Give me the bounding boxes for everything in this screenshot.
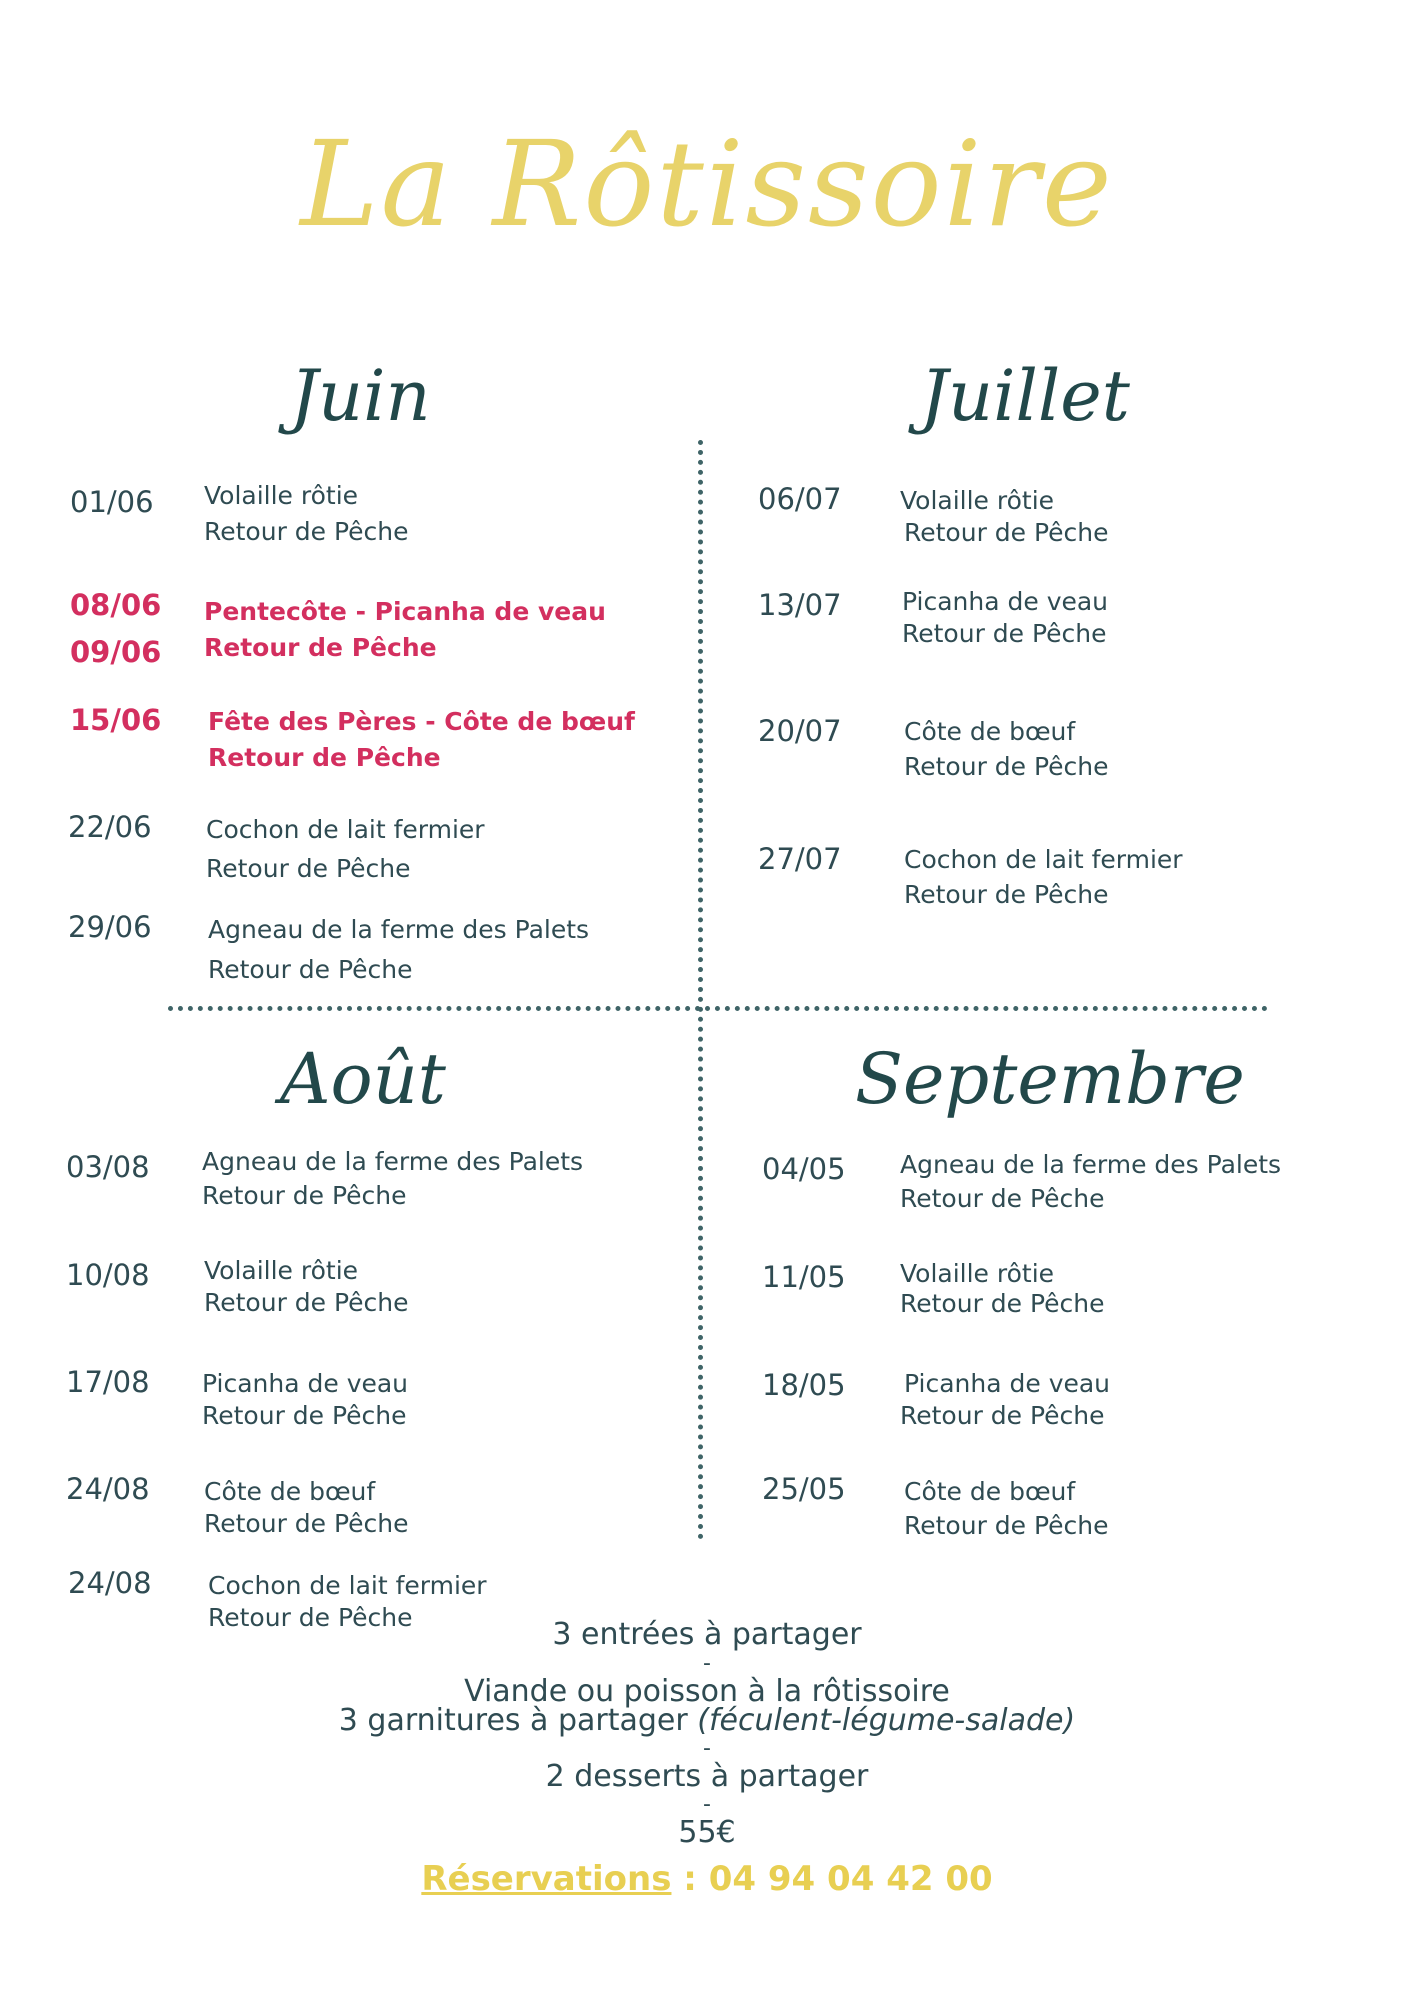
dish: Côte de bœuf (904, 717, 1076, 746)
dish: Retour de Pêche (202, 1401, 407, 1430)
dish: Retour de Pêche (904, 752, 1109, 781)
dish: Picanha de veau (904, 1369, 1111, 1398)
dish: Picanha de veau (202, 1369, 409, 1398)
date: 01/06 (70, 485, 154, 519)
dish: Retour de Pêche (902, 619, 1107, 648)
menu-garnitures-text: 3 garnitures à partager (338, 1703, 688, 1738)
date: 04/05 (762, 1152, 846, 1186)
date: 20/07 (758, 714, 842, 748)
date: 11/05 (762, 1260, 846, 1294)
date: 29/06 (68, 910, 152, 944)
dish-highlight: Retour de Pêche (204, 633, 437, 662)
date: 24/08 (68, 1566, 152, 1600)
dish-highlight: Pentecôte - Picanha de veau (204, 597, 606, 626)
menu-entrees: 3 entrées à partager (552, 1617, 862, 1652)
menu-separator: - (703, 1736, 711, 1761)
date: 06/07 (758, 482, 842, 516)
menu-desserts: 2 desserts à partager (545, 1759, 869, 1794)
dish: Retour de Pêche (900, 1184, 1105, 1213)
menu-plat: Viande ou poisson à la rôtissoire (464, 1674, 950, 1709)
dish: Retour de Pêche (904, 880, 1109, 909)
dish-highlight: Retour de Pêche (208, 743, 441, 772)
dish: Retour de Pêche (900, 1401, 1105, 1430)
date: 10/08 (66, 1258, 150, 1292)
reservations-separator: : (671, 1859, 709, 1899)
dish: Retour de Pêche (904, 1511, 1109, 1540)
menu-price: 55€ (678, 1815, 736, 1850)
dish: Volaille rôtie (900, 1259, 1055, 1288)
dish-highlight: Fête des Pères - Côte de bœuf (208, 707, 635, 736)
menu-separator: - (703, 1651, 711, 1676)
date-highlight: 09/06 (70, 635, 162, 669)
reservations (0, 1859, 1414, 1899)
page-title: La Rôtissoire (300, 115, 1114, 253)
dish: Retour de Pêche (204, 517, 409, 546)
month-title-aout: Août (280, 1038, 446, 1120)
dish: Retour de Pêche (900, 1289, 1105, 1318)
dish: Cochon de lait fermier (904, 845, 1183, 874)
dish: Retour de Pêche (204, 1288, 409, 1317)
date: 17/08 (66, 1365, 150, 1399)
date: 27/07 (758, 842, 842, 876)
dish: Retour de Pêche (904, 518, 1109, 547)
date-highlight: 15/06 (70, 703, 162, 737)
dish: Retour de Pêche (206, 854, 411, 883)
month-title-septembre: Septembre (855, 1038, 1245, 1120)
dish: Côte de bœuf (204, 1477, 376, 1506)
dish: Volaille rôtie (204, 1256, 359, 1285)
dish: Retour de Pêche (208, 1603, 413, 1632)
dish: Agneau de la ferme des Palets (208, 915, 590, 944)
date-highlight: 08/06 (70, 588, 162, 622)
dish: Agneau de la ferme des Palets (202, 1147, 584, 1176)
month-title-juillet: Juillet (920, 355, 1130, 437)
dish: Cochon de lait fermier (206, 815, 485, 844)
month-title-juin: Juin (290, 355, 431, 437)
dish: Côte de bœuf (904, 1477, 1076, 1506)
menu-separator: - (703, 1792, 711, 1817)
date: 03/08 (66, 1150, 150, 1184)
dish: Picanha de veau (902, 587, 1109, 616)
menu-garnitures (0, 1703, 1414, 1738)
dish: Retour de Pêche (208, 955, 413, 984)
dish: Retour de Pêche (202, 1181, 407, 1210)
date: 22/06 (68, 810, 152, 844)
dish: Retour de Pêche (204, 1509, 409, 1538)
reservations-label: Réservations (421, 1859, 672, 1899)
dish: Volaille rôtie (900, 486, 1055, 515)
date: 24/08 (66, 1472, 150, 1506)
vertical-divider (698, 440, 703, 1540)
dish: Volaille rôtie (204, 481, 359, 510)
dish: Agneau de la ferme des Palets (900, 1150, 1282, 1179)
dish: Cochon de lait fermier (208, 1571, 487, 1600)
date: 13/07 (758, 588, 842, 622)
date: 18/05 (762, 1368, 846, 1402)
reservations-phone[interactable]: 04 94 04 42 00 (708, 1859, 993, 1899)
date: 25/05 (762, 1472, 846, 1506)
menu-garnitures-detail: (féculent-légume-salade) (697, 1703, 1076, 1738)
horizontal-divider (168, 1006, 1268, 1011)
